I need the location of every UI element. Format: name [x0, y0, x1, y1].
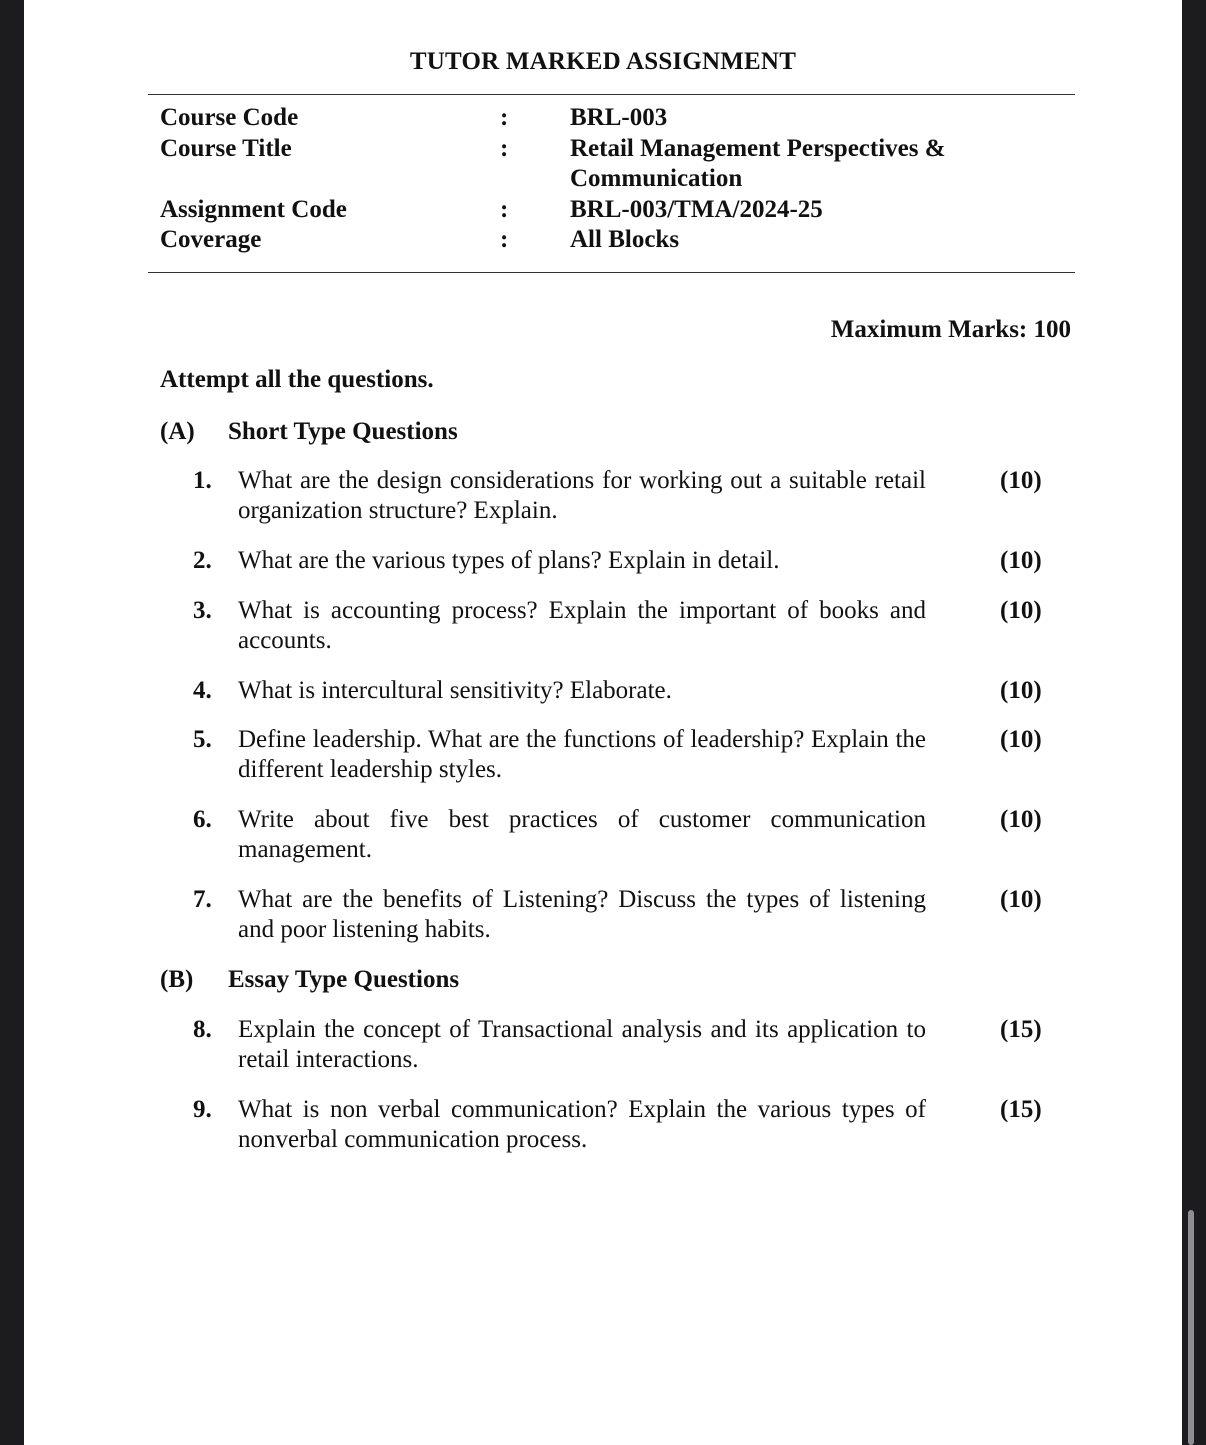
- question-text: Write about five best practices of customer communication management.: [238, 806, 926, 863]
- question-number: 6.: [193, 806, 212, 833]
- question-number: 2.: [193, 547, 212, 574]
- document-title: TUTOR MARKED ASSIGNMENT: [409, 48, 797, 75]
- info-colon: :: [500, 135, 509, 162]
- info-value: BRL-003/TMA/2024-25: [570, 196, 823, 223]
- section-letter: (A): [160, 418, 195, 445]
- question-text: What are the benefits of Listening? Discuss the types of listening and poor listening habits.: [238, 886, 926, 943]
- question-marks: (15): [1000, 1096, 1042, 1123]
- question-text: What is non verbal communication? Explain the various types of nonverbal communication process.: [238, 1096, 926, 1153]
- question-number: 4.: [193, 677, 212, 704]
- question-marks: (10): [1000, 726, 1042, 753]
- info-colon: :: [500, 104, 509, 131]
- question-marks: (10): [1000, 547, 1042, 574]
- question-number: 9.: [193, 1096, 212, 1123]
- question-text: What is intercultural sensitivity? Elaborate.: [238, 677, 672, 704]
- question-number: 1.: [193, 467, 212, 494]
- maximum-marks: Maximum Marks: 100: [830, 316, 1071, 343]
- section-letter: (B): [160, 966, 194, 993]
- info-value: All Blocks: [570, 226, 680, 253]
- info-value: Retail Management Perspectives & Communication: [570, 135, 946, 192]
- question-text: What is accounting process? Explain the important of books and accounts.: [238, 597, 926, 654]
- section-title: Short Type Questions: [228, 418, 458, 445]
- question-marks: (10): [1000, 886, 1042, 913]
- info-label: Assignment Code: [160, 196, 347, 223]
- question-number: 5.: [193, 726, 212, 753]
- question-text: Explain the concept of Transactional analysis and its application to retail interactions.: [238, 1016, 926, 1073]
- info-value: BRL-003: [570, 104, 668, 131]
- question-text: Define leadership. What are the functions of leadership? Explain the different leadership styles.: [238, 726, 926, 783]
- header-bottom-rule: [148, 272, 1075, 273]
- scrollbar-thumb[interactable]: [1188, 1210, 1194, 1445]
- question-text: What are the various types of plans? Explain in detail.: [238, 547, 780, 574]
- info-label: Coverage: [160, 226, 262, 253]
- question-marks: (15): [1000, 1016, 1042, 1043]
- question-number: 8.: [193, 1016, 212, 1043]
- question-marks: (10): [1000, 467, 1042, 494]
- info-label: Course Code: [160, 104, 299, 131]
- header-top-rule: [148, 94, 1075, 95]
- question-marks: (10): [1000, 597, 1042, 624]
- info-colon: :: [500, 196, 509, 223]
- instruction-text: Attempt all the questions.: [160, 366, 434, 393]
- question-marks: (10): [1000, 677, 1042, 704]
- scrollbar-track[interactable]: [1182, 0, 1206, 1445]
- section-title: Essay Type Questions: [228, 966, 460, 993]
- question-number: 7.: [193, 886, 212, 913]
- info-colon: :: [500, 226, 509, 253]
- question-marks: (10): [1000, 806, 1042, 833]
- question-number: 3.: [193, 597, 212, 624]
- question-text: What are the design considerations for working out a suitable retail organization structure? Explain.: [238, 467, 926, 524]
- info-label: Course Title: [160, 135, 292, 162]
